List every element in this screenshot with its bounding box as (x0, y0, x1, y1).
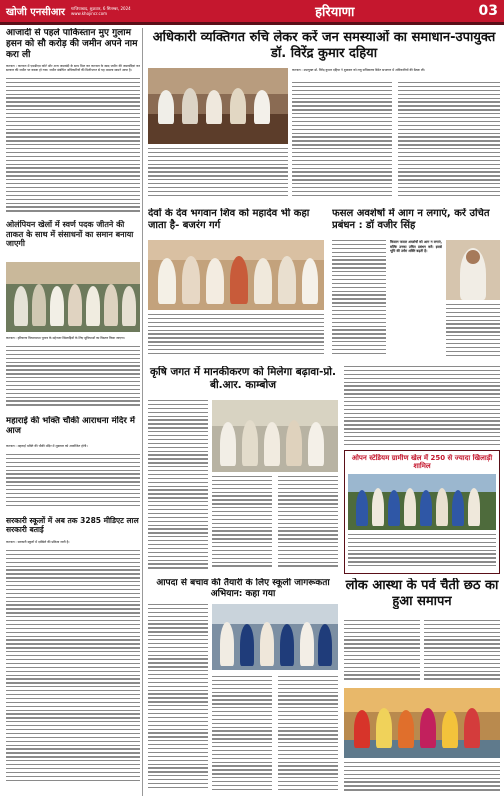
article-3-headline: महाराई की भक्ति चौकी आराधना मंदिर में आज (6, 416, 135, 437)
sports-story-headline: ओपन स्टेडियम ग्रामीण खेल में 250 से ज्यादा खिलाड़ी शामिल (351, 454, 493, 471)
article-4-body (6, 550, 140, 794)
right-column-body (344, 366, 500, 448)
lead-photo-meeting (148, 68, 288, 144)
article-3-body (6, 454, 140, 510)
sports-story-body (348, 534, 496, 570)
article-1-headline: आजादी से पहले पाकिस्तान मुए गुलाम हसन को सौ करोड़ की जमीन अपने नाम करा ली (6, 28, 138, 60)
crop-story-headline: फसल अवशेषों में आग न लगाएं, करें उचित प्रबंधन : डॉ वजीर सिंह (332, 208, 490, 231)
issue-meta (71, 6, 191, 16)
chhath-story-body-2 (424, 620, 500, 684)
lead-headline: अधिकारी व्यक्तिगत रुचि लेकर करें जन समस्याओं का समाधान-उपायुक्त डॉ. विरेंद्र कुमार दहिया (152, 30, 496, 61)
masthead (0, 0, 504, 22)
crop-story-body-2 (446, 304, 500, 360)
lead-body-col-1 (292, 82, 392, 202)
agri-story-body-2 (212, 476, 272, 572)
section-title: हरियाणा (315, 5, 355, 20)
agri-story-photo (212, 400, 338, 472)
shiva-story-headline: देवों के देव भगवान शिव को महादेव भी कहा जाता है- बजरंग गर्ग (148, 208, 310, 231)
article-1-body (6, 78, 140, 214)
article-4-lead: करनाल : सरकारी स्कूलों में दाखिले की प्रक्रिया जारी है। (6, 540, 70, 544)
crop-story-portrait (446, 240, 500, 300)
sports-story-photo (348, 474, 496, 530)
chhath-story-body-3 (344, 762, 500, 794)
shiva-story-body (148, 314, 324, 360)
masthead-rule (0, 22, 504, 25)
disaster-story-headline: आपदा से बचाव की तैयारी के लिए स्कूली जागरूकता अभियान: कहा गया (156, 578, 330, 599)
article-2-lead: करनाल : हरियाणा विधानसभा चुनाव के मद्देनजर खिलाड़ियों के लिए सुविधाओं का विस्तार किया जाएगा। (6, 336, 125, 340)
sports-photo (6, 262, 140, 332)
disaster-story-body-3 (278, 676, 338, 794)
disaster-story-photo (212, 604, 338, 670)
lead-intro: करनाल : उपायुक्त डॉ. विरेंद्र कुमार दहिया ने शुक्रवार को लघु सचिवालय स्थित सभागार में अधिकारियों की बैठक ली। (292, 68, 426, 72)
article-4-headline: सरकारी स्कूलों में अब तक 3285 मीडिएट लाल सरकारी बताई (6, 516, 139, 534)
crop-quote-text: किसान फसल अवशेषों को आग न लगाएं, बल्कि उनका उचित प्रबंधन करें। इससे भूमि की उर्वरा शक्ति बढ़ती है। (390, 240, 442, 254)
lead-body-col-2 (398, 82, 500, 202)
agri-story-body-3 (278, 476, 338, 572)
page-number: 03 (478, 3, 498, 19)
article-3-lead: करनाल : महाराई भक्ति की चौकी मंदिर में शुक्रवार को आयोजित होगी। (6, 444, 88, 448)
lead-body-col-0 (148, 148, 288, 202)
chhath-story-headline: लोक आस्था के पर्व चैती छठ का हुआ समापन (345, 578, 499, 609)
chhath-story-body-1 (344, 620, 420, 684)
disaster-story-body-2 (212, 676, 272, 794)
shiva-story-photo (148, 240, 324, 310)
agri-story-body-1 (148, 400, 208, 572)
article-1-lead: करनाल : करनाल में एसडीएम कोर्ट और अन्य जमाबंदी के साथ मिल कर करनाल के खाद जमीन की जमाबंदियां कर सरकार की जमीन पर कब्जा हो गया। जमीन संबंधित अधिकारियों की मिलीभगत से यह मामला सामने आया है। (6, 64, 140, 73)
issue-date: गाजियाबाद, शुक्रवार, 6 सितम्बर, 2024 (71, 6, 131, 11)
issue-site: www.khojincr.com (71, 11, 108, 16)
crop-story-body-1 (332, 240, 386, 360)
chhath-story-photo (344, 688, 500, 758)
agri-story-headline: कृषि जगत में मानकीकरण को मिलेगा बढ़ावा-प्रो. बी.आर. काम्बोज (149, 366, 337, 391)
brand-name: खोजी एनसीआर (6, 7, 66, 18)
disaster-story-body-1 (148, 604, 208, 794)
article-2-body (6, 346, 140, 410)
article-2-headline: ओलंपियन खेलों में स्वर्ण पदक जीतने की ताकत के साथ में संसाधनों का समान बनाया जाएगी (6, 220, 134, 249)
crop-story-quote (390, 240, 442, 320)
column-rule (142, 28, 143, 796)
